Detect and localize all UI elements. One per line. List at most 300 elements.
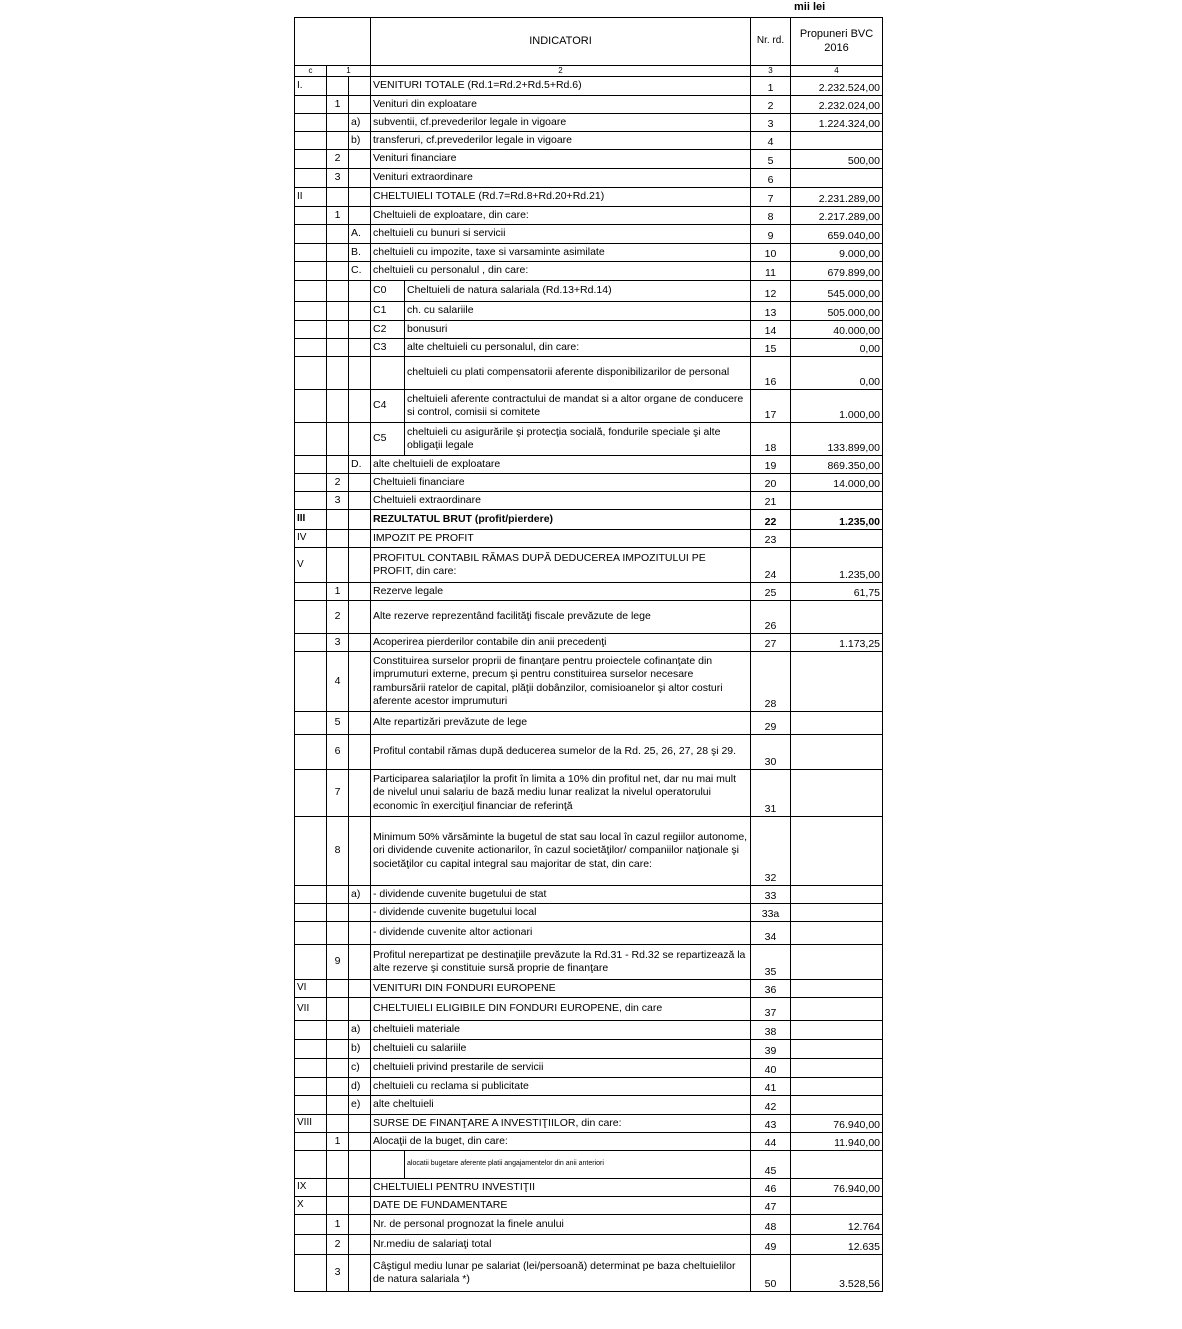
value-cell bbox=[791, 652, 883, 712]
sub-letter-cell bbox=[349, 530, 371, 548]
value-cell: 14.000,00 bbox=[791, 474, 883, 492]
row-number-cell: 35 bbox=[751, 945, 791, 980]
chapter-cell bbox=[295, 1133, 327, 1151]
table-row bbox=[295, 945, 883, 980]
item-number-cell: 9 bbox=[327, 945, 349, 980]
value-cell: 1.173,25 bbox=[791, 634, 883, 652]
value-cell bbox=[791, 998, 883, 1021]
item-number-cell bbox=[327, 302, 349, 321]
table-row bbox=[295, 1096, 883, 1115]
sub-letter-cell bbox=[349, 817, 371, 886]
row-number-cell: 1 bbox=[751, 77, 791, 96]
indicator-cell: SURSE DE FINANŢARE A INVESTIŢIILOR, din care: bbox=[371, 1115, 751, 1133]
value-cell: 679.899,00 bbox=[791, 262, 883, 281]
table-row bbox=[295, 1059, 883, 1078]
chapter-cell bbox=[295, 1215, 327, 1235]
chapter-cell bbox=[295, 302, 327, 321]
sub-letter-cell bbox=[349, 1215, 371, 1235]
sub-letter-cell bbox=[349, 302, 371, 321]
table-row bbox=[295, 262, 883, 281]
chapter-cell bbox=[295, 652, 327, 712]
value-cell bbox=[791, 1040, 883, 1059]
item-number-cell bbox=[327, 1179, 349, 1197]
sub-code-cell: C5 bbox=[371, 423, 405, 456]
sub-letter-cell: d) bbox=[349, 1078, 371, 1096]
sub-letter-cell bbox=[349, 281, 371, 302]
indicator-cell: Constituirea surselor proprii de finanţare pentru proiectele cofinanţate din imprumuturi externe, precum şi pentru constituirea surselor necesare rambursării ratelor de capital, plăţii dobânzilor, comisioanelor şi altor costuri aferente acestor imprumuturi bbox=[371, 652, 751, 712]
indicator-cell: cheltuieli cu personalul , din care: bbox=[371, 262, 751, 281]
table-row bbox=[295, 1133, 883, 1151]
table-row bbox=[295, 169, 883, 188]
header-row bbox=[295, 18, 883, 66]
value-cell: 11.940,00 bbox=[791, 1133, 883, 1151]
chapter-cell bbox=[295, 96, 327, 114]
table-row bbox=[295, 1215, 883, 1235]
indicator-cell: DATE DE FUNDAMENTARE bbox=[371, 1197, 751, 1215]
value-cell: 12.635 bbox=[791, 1235, 883, 1255]
row-number-cell: 4 bbox=[751, 132, 791, 150]
value-cell bbox=[791, 601, 883, 634]
item-number-cell bbox=[327, 980, 349, 998]
indicator-cell: Alocaţii de la buget, din care: bbox=[371, 1133, 751, 1151]
table-row bbox=[295, 1179, 883, 1197]
indicator-cell: Profitul contabil rămas după deducerea sumelor de la Rd. 25, 26, 27, 28 şi 29. bbox=[371, 735, 751, 770]
row-number-cell: 27 bbox=[751, 634, 791, 652]
value-cell: 1.235,00 bbox=[791, 510, 883, 530]
row-number-cell: 3 bbox=[751, 114, 791, 132]
row-number-cell: 38 bbox=[751, 1021, 791, 1040]
indicator-cell: Rezerve legale bbox=[371, 583, 751, 601]
item-number-cell bbox=[327, 1059, 349, 1078]
indicator-cell: transferuri, cf.prevederilor legale in vigoare bbox=[371, 132, 751, 150]
row-number-cell: 44 bbox=[751, 1133, 791, 1151]
table-row bbox=[295, 583, 883, 601]
indicator-cell: - dividende cuvenite bugetului de stat bbox=[371, 886, 751, 904]
sub-letter-cell: e) bbox=[349, 1096, 371, 1115]
chapter-cell bbox=[295, 922, 327, 945]
item-number-cell bbox=[327, 321, 349, 339]
table-row bbox=[295, 922, 883, 945]
row-number-cell: 16 bbox=[751, 357, 791, 390]
row-number-cell: 2 bbox=[751, 96, 791, 114]
table-row bbox=[295, 530, 883, 548]
row-number-cell: 19 bbox=[751, 456, 791, 474]
row-number-cell: 37 bbox=[751, 998, 791, 1021]
item-number-cell: 3 bbox=[327, 1255, 349, 1292]
chapter-cell bbox=[295, 634, 327, 652]
value-cell bbox=[791, 1151, 883, 1179]
row-number-cell: 47 bbox=[751, 1197, 791, 1215]
row-number-cell: 12 bbox=[751, 281, 791, 302]
chapter-cell: VIII bbox=[295, 1115, 327, 1133]
header-indicators: INDICATORI bbox=[371, 18, 751, 66]
item-number-cell: 1 bbox=[327, 583, 349, 601]
table-row bbox=[295, 980, 883, 998]
chapter-cell bbox=[295, 225, 327, 244]
sub-letter-cell bbox=[349, 634, 371, 652]
indicator-cell: Nr.mediu de salariaţi total bbox=[371, 1235, 751, 1255]
item-number-cell: 4 bbox=[327, 652, 349, 712]
indicator-cell: REZULTATUL BRUT (profit/pierdere) bbox=[371, 510, 751, 530]
indicator-cell: CHELTUIELI PENTRU INVESTIŢII bbox=[371, 1179, 751, 1197]
sub-letter-cell bbox=[349, 474, 371, 492]
item-number-cell: 3 bbox=[327, 492, 349, 510]
item-number-cell bbox=[327, 244, 349, 262]
item-number-cell: 8 bbox=[327, 817, 349, 886]
value-cell: 2.232.024,00 bbox=[791, 96, 883, 114]
indicator-cell: Acoperirea pierderilor contabile din anii precedenţi bbox=[371, 634, 751, 652]
row-number-cell: 31 bbox=[751, 770, 791, 817]
table-row bbox=[295, 1151, 883, 1179]
value-cell: 3.528,56 bbox=[791, 1255, 883, 1292]
sub-letter-cell: D. bbox=[349, 456, 371, 474]
row-number-cell: 32 bbox=[751, 817, 791, 886]
row-number-cell: 20 bbox=[751, 474, 791, 492]
item-number-cell: 1 bbox=[327, 207, 349, 225]
row-number-cell: 33 bbox=[751, 886, 791, 904]
sub-letter-cell bbox=[349, 339, 371, 357]
chapter-cell bbox=[295, 390, 327, 423]
chapter-cell bbox=[295, 945, 327, 980]
indicator-cell: alte cheltuieli de exploatare bbox=[371, 456, 751, 474]
value-cell: 0,00 bbox=[791, 357, 883, 390]
item-number-cell: 2 bbox=[327, 1235, 349, 1255]
sub-letter-cell: a) bbox=[349, 886, 371, 904]
row-number-cell: 9 bbox=[751, 225, 791, 244]
chapter-cell bbox=[295, 492, 327, 510]
table-row bbox=[295, 1021, 883, 1040]
row-number-cell: 39 bbox=[751, 1040, 791, 1059]
indicator-cell: - dividende cuvenite bugetului local bbox=[371, 904, 751, 922]
sub-letter-cell bbox=[349, 712, 371, 735]
index-cell: c bbox=[295, 66, 327, 77]
table-row bbox=[295, 281, 883, 302]
table-row bbox=[295, 735, 883, 770]
row-number-cell: 46 bbox=[751, 1179, 791, 1197]
item-number-cell bbox=[327, 188, 349, 207]
chapter-cell: X bbox=[295, 1197, 327, 1215]
item-number-cell bbox=[327, 998, 349, 1021]
header-proposal: Propuneri BVC 2016 bbox=[791, 18, 883, 66]
value-cell bbox=[791, 980, 883, 998]
item-number-cell: 1 bbox=[327, 96, 349, 114]
sub-code-cell: C1 bbox=[371, 302, 405, 321]
sub-letter-cell bbox=[349, 188, 371, 207]
row-number-cell: 25 bbox=[751, 583, 791, 601]
indicator-cell: cheltuieli cu impozite, taxe si varsaminte asimilate bbox=[371, 244, 751, 262]
chapter-cell bbox=[295, 770, 327, 817]
indicator-cell: cheltuieli aferente contractului de mandat si a altor organe de conducere si control, comisii si comitete bbox=[405, 390, 751, 423]
indicator-cell: subventii, cf.prevederilor legale in vigoare bbox=[371, 114, 751, 132]
table-row bbox=[295, 188, 883, 207]
item-number-cell bbox=[327, 357, 349, 390]
indicator-cell: Cheltuieli de exploatare, din care: bbox=[371, 207, 751, 225]
item-number-cell bbox=[327, 225, 349, 244]
indicator-cell: VENITURI DIN FONDURI EUROPENE bbox=[371, 980, 751, 998]
row-number-cell: 18 bbox=[751, 423, 791, 456]
header-row-no: Nr. rd. bbox=[751, 18, 791, 66]
unit-label: mii lei bbox=[794, 1, 826, 13]
indicator-cell: cheltuieli cu reclama si publicitate bbox=[371, 1078, 751, 1096]
chapter-cell bbox=[295, 817, 327, 886]
sub-letter-cell: B. bbox=[349, 244, 371, 262]
table-row bbox=[295, 1078, 883, 1096]
chapter-cell bbox=[295, 735, 327, 770]
sub-letter-cell bbox=[349, 1179, 371, 1197]
chapter-cell bbox=[295, 1021, 327, 1040]
item-number-cell bbox=[327, 1021, 349, 1040]
sub-letter-cell bbox=[349, 548, 371, 583]
budget-table bbox=[294, 17, 883, 1292]
indicator-cell: Venituri extraordinare bbox=[371, 169, 751, 188]
row-number-cell: 8 bbox=[751, 207, 791, 225]
row-number-cell: 17 bbox=[751, 390, 791, 423]
sub-code-cell: C4 bbox=[371, 390, 405, 423]
chapter-cell: III bbox=[295, 510, 327, 530]
value-cell: 12.764 bbox=[791, 1215, 883, 1235]
item-number-cell: 2 bbox=[327, 474, 349, 492]
item-number-cell bbox=[327, 1078, 349, 1096]
sub-letter-cell bbox=[349, 980, 371, 998]
sub-letter-cell bbox=[349, 321, 371, 339]
value-cell bbox=[791, 1059, 883, 1078]
chapter-cell bbox=[295, 281, 327, 302]
table-row bbox=[295, 77, 883, 96]
sub-letter-cell bbox=[349, 207, 371, 225]
table-row bbox=[295, 357, 883, 390]
value-cell: 2.232.524,00 bbox=[791, 77, 883, 96]
indicator-cell: IMPOZIT PE PROFIT bbox=[371, 530, 751, 548]
value-cell bbox=[791, 1096, 883, 1115]
sub-letter-cell bbox=[349, 492, 371, 510]
row-number-cell: 23 bbox=[751, 530, 791, 548]
value-cell: 1.000,00 bbox=[791, 390, 883, 423]
value-cell bbox=[791, 1078, 883, 1096]
chapter-cell bbox=[295, 1235, 327, 1255]
value-cell bbox=[791, 132, 883, 150]
row-number-cell: 34 bbox=[751, 922, 791, 945]
sub-letter-cell bbox=[349, 96, 371, 114]
row-number-cell: 22 bbox=[751, 510, 791, 530]
chapter-cell bbox=[295, 357, 327, 390]
indicator-cell: Cheltuieli financiare bbox=[371, 474, 751, 492]
sub-letter-cell bbox=[349, 1151, 371, 1179]
indicator-cell: cheltuieli cu asigurările şi protecţia socială, fondurile speciale şi alte obligaţii legale bbox=[405, 423, 751, 456]
chapter-cell bbox=[295, 1078, 327, 1096]
item-number-cell: 5 bbox=[327, 712, 349, 735]
item-number-cell bbox=[327, 1096, 349, 1115]
item-number-cell bbox=[327, 922, 349, 945]
index-row bbox=[295, 66, 883, 77]
chapter-cell bbox=[295, 886, 327, 904]
value-cell bbox=[791, 169, 883, 188]
sub-letter-cell bbox=[349, 1235, 371, 1255]
value-cell: 869.350,00 bbox=[791, 456, 883, 474]
indicator-cell: Câştigul mediu lunar pe salariat (lei/persoană) determinat pe baza cheltuielilor de natura salariala *) bbox=[371, 1255, 751, 1292]
indicator-cell: Minimum 50% vărsăminte la bugetul de stat sau local în cazul regiilor autonome, ori dividende cuvenite actionarilor, în cazul societăţilor/ companiilor naţionale şi societăţilor cu capital integral sau majoritar de stat, din care: bbox=[371, 817, 751, 886]
item-number-cell bbox=[327, 77, 349, 96]
indicator-cell: alocatii bugetare aferente platii angajamentelor din anii anteriori bbox=[405, 1151, 751, 1179]
value-cell bbox=[791, 735, 883, 770]
row-number-cell: 36 bbox=[751, 980, 791, 998]
value-cell bbox=[791, 492, 883, 510]
table-row bbox=[295, 652, 883, 712]
table-row bbox=[295, 904, 883, 922]
chapter-cell bbox=[295, 456, 327, 474]
table-row bbox=[295, 492, 883, 510]
row-number-cell: 11 bbox=[751, 262, 791, 281]
row-number-cell: 5 bbox=[751, 150, 791, 169]
table-row bbox=[295, 96, 883, 114]
row-number-cell: 29 bbox=[751, 712, 791, 735]
indicator-cell: Venituri din exploatare bbox=[371, 96, 751, 114]
chapter-cell bbox=[295, 169, 327, 188]
sub-letter-cell bbox=[349, 1197, 371, 1215]
chapter-cell bbox=[295, 474, 327, 492]
table-row bbox=[295, 1235, 883, 1255]
table-row bbox=[295, 207, 883, 225]
item-number-cell bbox=[327, 904, 349, 922]
value-cell: 505.000,00 bbox=[791, 302, 883, 321]
table-row bbox=[295, 1197, 883, 1215]
sub-letter-cell bbox=[349, 169, 371, 188]
value-cell: 76.940,00 bbox=[791, 1115, 883, 1133]
chapter-cell bbox=[295, 150, 327, 169]
row-number-cell: 7 bbox=[751, 188, 791, 207]
row-number-cell: 50 bbox=[751, 1255, 791, 1292]
indicator-cell: ch. cu salariile bbox=[405, 302, 751, 321]
table-row bbox=[295, 225, 883, 244]
chapter-cell: IV bbox=[295, 530, 327, 548]
chapter-cell bbox=[295, 1040, 327, 1059]
chapter-cell bbox=[295, 1096, 327, 1115]
indicator-cell: cheltuieli materiale bbox=[371, 1021, 751, 1040]
indicator-cell: Alte rezerve reprezentând facilităţi fiscale prevăzute de lege bbox=[371, 601, 751, 634]
row-number-cell: 40 bbox=[751, 1059, 791, 1078]
indicator-cell: - dividende cuvenite altor actionari bbox=[371, 922, 751, 945]
row-number-cell: 6 bbox=[751, 169, 791, 188]
item-number-cell: 1 bbox=[327, 1133, 349, 1151]
table-row bbox=[295, 114, 883, 132]
value-cell bbox=[791, 1021, 883, 1040]
table-row bbox=[295, 390, 883, 423]
table-row bbox=[295, 886, 883, 904]
table-row bbox=[295, 474, 883, 492]
indicator-cell: Profitul nerepartizat pe destinaţiile prevăzute la Rd.31 - Rd.32 se repartizează la alte rezerve şi constituie sursă proprie de finanţare bbox=[371, 945, 751, 980]
value-cell: 40.000,00 bbox=[791, 321, 883, 339]
value-cell: 659.040,00 bbox=[791, 225, 883, 244]
row-number-cell: 45 bbox=[751, 1151, 791, 1179]
row-number-cell: 28 bbox=[751, 652, 791, 712]
index-cell: 4 bbox=[791, 66, 883, 77]
chapter-cell: VII bbox=[295, 998, 327, 1021]
row-number-cell: 21 bbox=[751, 492, 791, 510]
item-number-cell bbox=[327, 262, 349, 281]
sub-code-cell bbox=[371, 1151, 405, 1179]
indicator-cell: alte cheltuieli bbox=[371, 1096, 751, 1115]
table-row bbox=[295, 634, 883, 652]
item-number-cell bbox=[327, 281, 349, 302]
table-row bbox=[295, 132, 883, 150]
row-number-cell: 42 bbox=[751, 1096, 791, 1115]
chapter-cell: II bbox=[295, 188, 327, 207]
item-number-cell bbox=[327, 456, 349, 474]
item-number-cell bbox=[327, 339, 349, 357]
sub-letter-cell bbox=[349, 423, 371, 456]
indicator-cell: PROFITUL CONTABIL RĂMAS DUPĂ DEDUCEREA IMPOZITULUI PE PROFIT, din care: bbox=[371, 548, 751, 583]
sub-code-cell: C3 bbox=[371, 339, 405, 357]
value-cell: 2.217.289,00 bbox=[791, 207, 883, 225]
indicator-cell: Alte repartizări prevăzute de lege bbox=[371, 712, 751, 735]
table-row bbox=[295, 244, 883, 262]
table-row bbox=[295, 1040, 883, 1059]
sub-letter-cell: C. bbox=[349, 262, 371, 281]
item-number-cell bbox=[327, 114, 349, 132]
chapter-cell bbox=[295, 712, 327, 735]
table-row bbox=[295, 456, 883, 474]
chapter-cell bbox=[295, 339, 327, 357]
value-cell bbox=[791, 1197, 883, 1215]
indicator-cell: bonusuri bbox=[405, 321, 751, 339]
item-number-cell bbox=[327, 1197, 349, 1215]
chapter-cell bbox=[295, 1255, 327, 1292]
value-cell bbox=[791, 817, 883, 886]
chapter-cell bbox=[295, 321, 327, 339]
indicator-cell: Participarea salariaţilor la profit în limita a 10% din profitul net, dar nu mai mult de nivelul unui salariu de bază mediu lunar realizat la nivelul operatorului economic în exerciţiul financiar de referinţă bbox=[371, 770, 751, 817]
table-row bbox=[295, 601, 883, 634]
value-cell: 9.000,00 bbox=[791, 244, 883, 262]
indicator-cell: Cheltuieli de natura salariala (Rd.13+Rd.14) bbox=[405, 281, 751, 302]
indicator-cell: Cheltuieli extraordinare bbox=[371, 492, 751, 510]
sub-letter-cell: A. bbox=[349, 225, 371, 244]
row-number-cell: 49 bbox=[751, 1235, 791, 1255]
sub-letter-cell bbox=[349, 1133, 371, 1151]
chapter-cell bbox=[295, 244, 327, 262]
value-cell bbox=[791, 530, 883, 548]
item-number-cell bbox=[327, 548, 349, 583]
item-number-cell: 1 bbox=[327, 1215, 349, 1235]
chapter-cell bbox=[295, 423, 327, 456]
sub-letter-cell bbox=[349, 77, 371, 96]
indicator-cell: CHELTUIELI ELIGIBILE DIN FONDURI EUROPENE, din care bbox=[371, 998, 751, 1021]
table-row bbox=[295, 1255, 883, 1292]
sub-letter-cell: b) bbox=[349, 1040, 371, 1059]
sub-letter-cell bbox=[349, 904, 371, 922]
row-number-cell: 15 bbox=[751, 339, 791, 357]
index-cell: 3 bbox=[751, 66, 791, 77]
item-number-cell: 3 bbox=[327, 169, 349, 188]
table-row bbox=[295, 1115, 883, 1133]
item-number-cell bbox=[327, 132, 349, 150]
value-cell bbox=[791, 712, 883, 735]
row-number-cell: 43 bbox=[751, 1115, 791, 1133]
value-cell bbox=[791, 904, 883, 922]
item-number-cell: 3 bbox=[327, 634, 349, 652]
sub-letter-cell: c) bbox=[349, 1059, 371, 1078]
value-cell: 133.899,00 bbox=[791, 423, 883, 456]
value-cell: 61,75 bbox=[791, 583, 883, 601]
indicator-cell: Nr. de personal prognozat la finele anului bbox=[371, 1215, 751, 1235]
table-row bbox=[295, 510, 883, 530]
sub-letter-cell bbox=[349, 770, 371, 817]
item-number-cell: 2 bbox=[327, 601, 349, 634]
sub-letter-cell: b) bbox=[349, 132, 371, 150]
row-number-cell: 48 bbox=[751, 1215, 791, 1235]
chapter-cell: I. bbox=[295, 77, 327, 96]
item-number-cell bbox=[327, 886, 349, 904]
indicator-cell: cheltuieli cu bunuri si servicii bbox=[371, 225, 751, 244]
indicator-cell: cheltuieli cu plati compensatorii aferente disponibilizarilor de personal bbox=[405, 357, 751, 390]
